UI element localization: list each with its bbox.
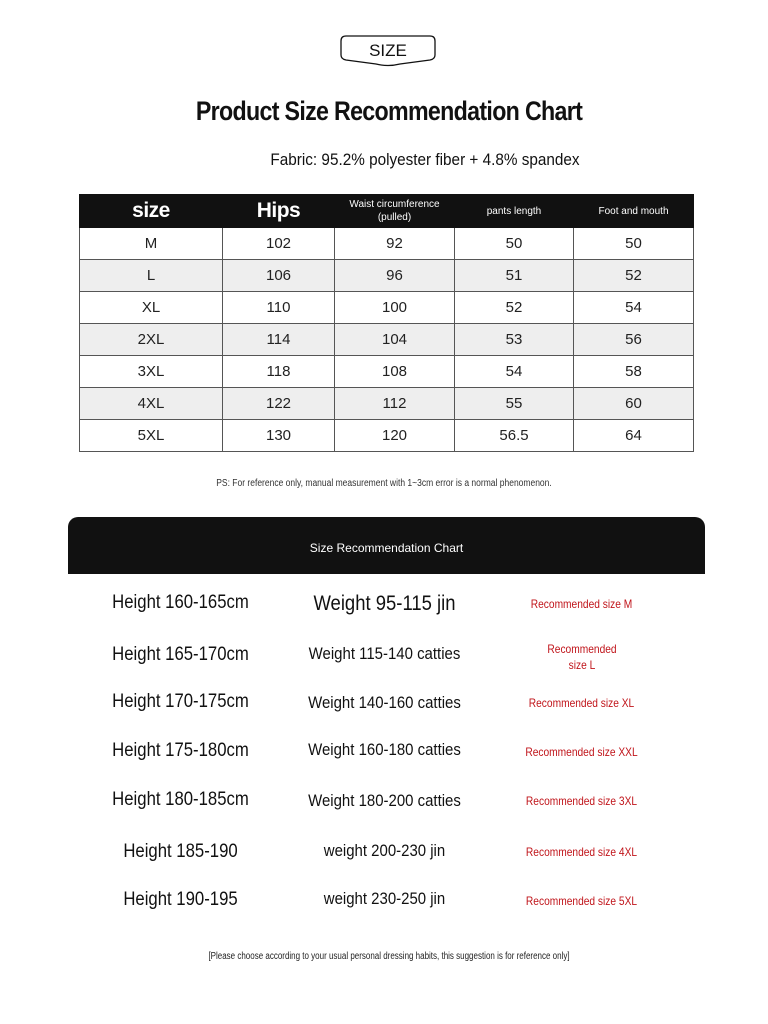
weight-range: weight 230-250 jin	[323, 889, 446, 908]
table-row	[80, 228, 694, 260]
height-range: Height 190-195	[123, 889, 238, 910]
fabric-info: Fabric: 95.2% polyester fiber + 4.8% spandex	[270, 150, 580, 169]
recommended-size: Recommended size M	[530, 597, 633, 611]
table-row	[80, 260, 694, 292]
size-table-header-row	[80, 195, 694, 228]
height-range: Height 170-175cm	[112, 691, 249, 712]
height-range: Height 180-185cm	[112, 789, 249, 810]
weight-range: Weight 160-180 catties	[308, 740, 461, 759]
footnote: [Please choose according to your usual personal dressing habits, this suggestion is for reference only]	[208, 951, 570, 962]
table-cell: 108	[335, 356, 455, 388]
recommended-size: Recommended size 5XL	[525, 894, 638, 908]
weight-range: Weight 180-200 catties	[308, 791, 461, 810]
table-cell: 100	[335, 292, 455, 324]
weight-range: weight 200-230 jin	[323, 841, 446, 860]
table-cell: 56.5	[455, 420, 574, 452]
table-cell: 50	[574, 228, 694, 260]
table-cell: 104	[335, 324, 455, 356]
recommendation-row	[0, 889, 768, 929]
table-cell: 112	[335, 388, 455, 420]
table-cell: 58	[574, 356, 694, 388]
table-cell: 53	[455, 324, 574, 356]
size-badge-label: SIZE	[369, 41, 407, 60]
table-cell: 54	[574, 292, 694, 324]
ps-note: PS: For reference only, manual measurement with 1~3cm error is a normal phenomenon.	[216, 478, 552, 489]
table-cell: 56	[574, 324, 694, 356]
recommendation-header-label: Size Recommendation Chart	[309, 541, 464, 555]
recommendation-header	[68, 517, 705, 574]
table-cell: 54	[455, 356, 574, 388]
table-row	[80, 324, 694, 356]
table-cell: 51	[455, 260, 574, 292]
recommended-size: Recommended size 3XL	[525, 794, 638, 808]
table-cell: 2XL	[80, 324, 223, 356]
weight-range: Weight 95-115 jin	[313, 592, 456, 615]
table-cell: 55	[455, 388, 574, 420]
recommendation-row	[0, 841, 768, 881]
table-cell: 5XL	[80, 420, 223, 452]
table-cell: 96	[335, 260, 455, 292]
table-cell: 92	[335, 228, 455, 260]
table-cell: 4XL	[80, 388, 223, 420]
table-cell: L	[80, 260, 223, 292]
recommended-size: Recommended size XXL	[525, 745, 638, 759]
height-range: Height 175-180cm	[112, 740, 249, 761]
recommendation-row	[0, 642, 768, 682]
table-cell: 122	[223, 388, 335, 420]
table-cell: 52	[455, 292, 574, 324]
header-pants-length: pants length	[455, 195, 574, 228]
size-table	[79, 194, 694, 452]
table-cell: 120	[335, 420, 455, 452]
page-title: Product Size Recommendation Chart	[195, 96, 583, 126]
table-row	[80, 420, 694, 452]
height-range: Height 185-190	[123, 841, 238, 862]
table-cell: 114	[223, 324, 335, 356]
table-cell: 118	[223, 356, 335, 388]
recommendation-row	[0, 789, 768, 829]
table-cell: 106	[223, 260, 335, 292]
table-cell: 52	[574, 260, 694, 292]
height-range: Height 160-165cm	[112, 592, 249, 613]
recommended-size: Recommended size L	[547, 642, 617, 672]
table-cell: 3XL	[80, 356, 223, 388]
header-hips: Hips	[223, 195, 335, 228]
recommendation-row	[0, 740, 768, 780]
header-foot-mouth: Foot and mouth	[574, 195, 694, 228]
table-cell: M	[80, 228, 223, 260]
recommendation-row	[0, 691, 768, 731]
table-cell: XL	[80, 292, 223, 324]
recommended-size: Recommended size XL	[528, 696, 635, 710]
table-row	[80, 292, 694, 324]
weight-range: Weight 115-140 catties	[308, 644, 461, 663]
table-cell: 64	[574, 420, 694, 452]
weight-range: Weight 140-160 catties	[308, 693, 461, 712]
table-cell: 50	[455, 228, 574, 260]
table-row	[80, 356, 694, 388]
recommended-size: Recommended size 4XL	[525, 845, 638, 859]
table-cell: 60	[574, 388, 694, 420]
recommendation-row	[0, 592, 768, 632]
table-cell: 102	[223, 228, 335, 260]
header-size: size	[80, 195, 223, 228]
header-waist: Waist circumference (pulled)	[335, 195, 455, 228]
table-cell: 130	[223, 420, 335, 452]
size-badge	[340, 35, 436, 67]
table-cell: 110	[223, 292, 335, 324]
height-range: Height 165-170cm	[112, 644, 249, 665]
table-row	[80, 388, 694, 420]
